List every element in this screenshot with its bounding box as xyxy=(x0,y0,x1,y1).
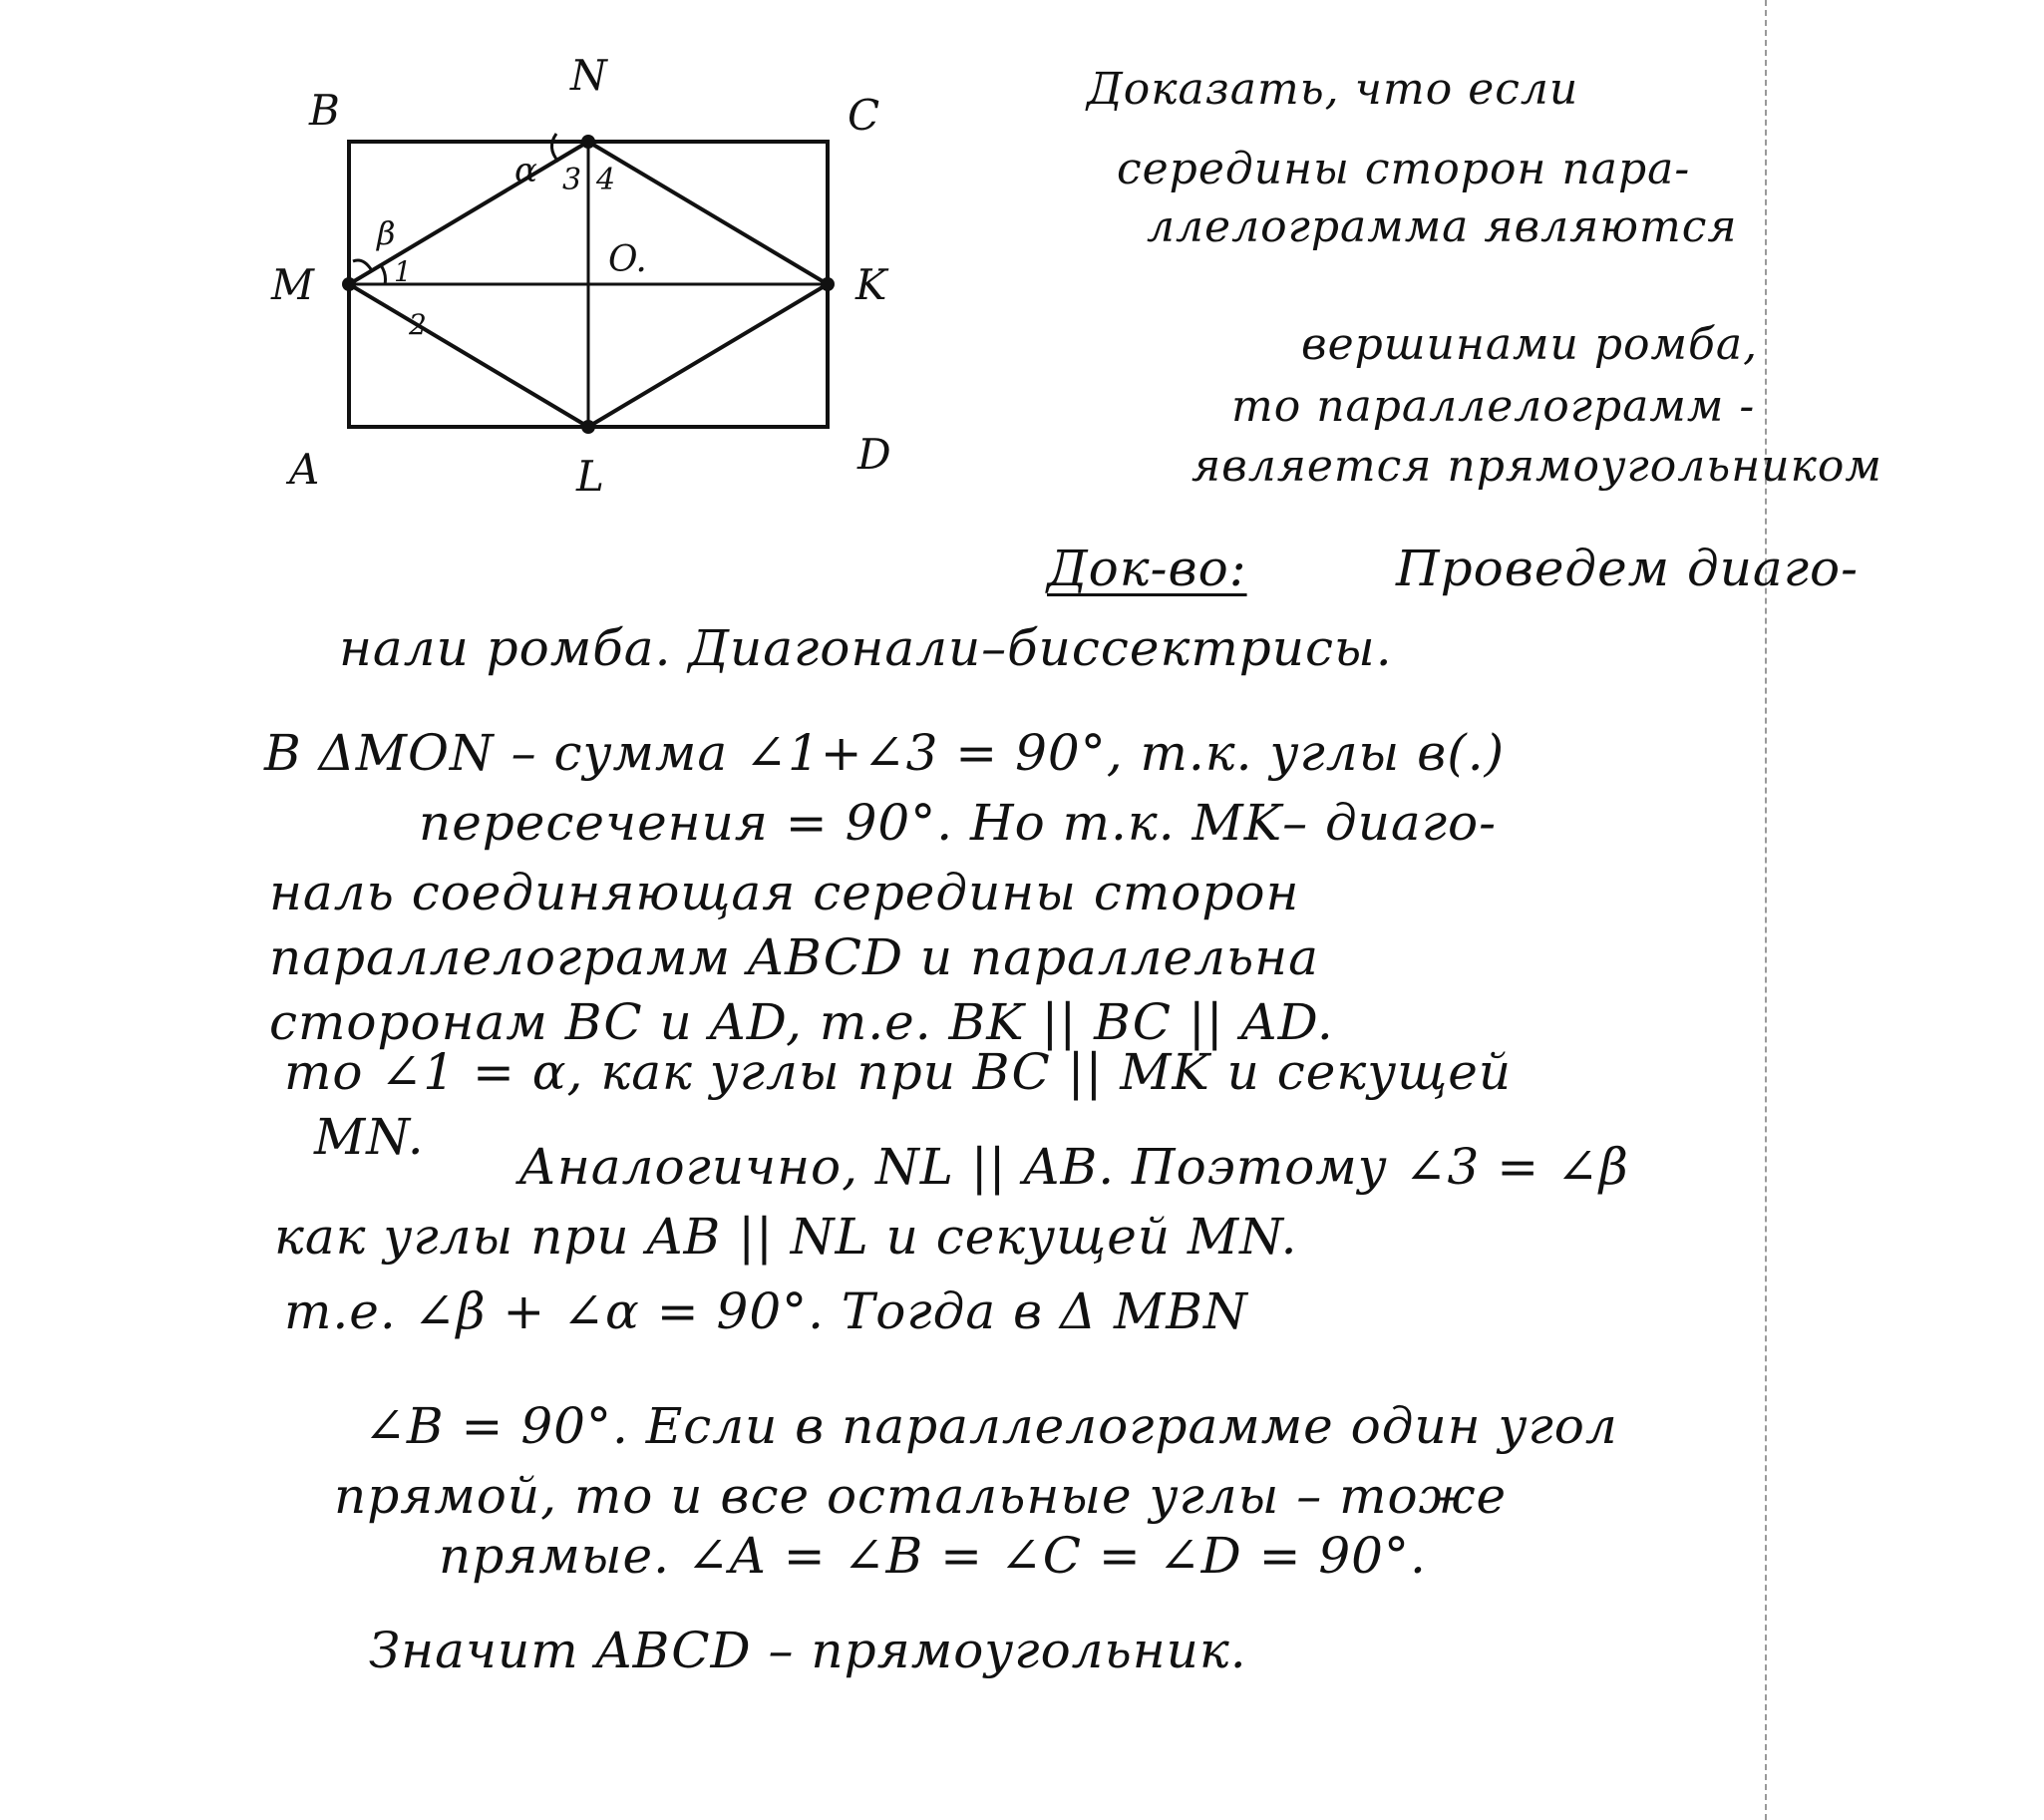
geometry-diagram xyxy=(259,30,937,509)
label-c: C xyxy=(848,91,880,140)
label-angle-3: 3 xyxy=(562,163,582,197)
page-fold-line xyxy=(1765,0,1767,1820)
statement-line-3: ллелограмма являются xyxy=(1147,201,1738,252)
statement-line-2: середины сторон пара- xyxy=(1117,144,1691,194)
proof-line-11: как углы при AB || NL и секущей MN. xyxy=(274,1208,1298,1266)
proof-line-4: пересечения = 90°. Но т.к. MK– диаго- xyxy=(419,794,1497,852)
angle-alpha-arc xyxy=(551,134,558,162)
proof-line-15: прямые. ∠A = ∠B = ∠C = ∠D = 90°. xyxy=(439,1527,1427,1585)
statement-line-4: вершинами ромба, xyxy=(1301,319,1759,370)
label-d: D xyxy=(857,430,891,479)
proof-line-13: ∠B = 90°. Если в параллелограмме один угол xyxy=(364,1397,1618,1455)
label-alpha: α xyxy=(514,151,537,190)
label-k: K xyxy=(855,260,887,309)
label-l: L xyxy=(576,452,604,501)
proof-label: Док-во: xyxy=(1047,540,1247,597)
statement-line-6: является прямоугольником xyxy=(1192,441,1882,492)
label-n: N xyxy=(570,51,607,100)
proof-line-9: MN. xyxy=(314,1108,425,1166)
proof-line-1-rest: Проведем диаго- xyxy=(1396,540,1859,597)
statement-line-5: то параллелограмм - xyxy=(1231,381,1756,432)
proof-line-3: В ΔMON – сумма ∠1+∠3 = 90°, т.к. углы в(.) xyxy=(264,724,1506,782)
label-m: M xyxy=(271,260,315,309)
proof-line-16: Значит ABCD – прямоугольник. xyxy=(369,1622,1247,1679)
point-n-dot xyxy=(581,135,595,149)
angle-1-arc xyxy=(381,265,386,284)
label-o: O. xyxy=(608,239,647,280)
proof-line-2: нали ромба. Диагонали–биссектрисы. xyxy=(339,619,1393,677)
point-l-dot xyxy=(581,420,595,434)
label-a: A xyxy=(289,445,320,494)
point-k-dot xyxy=(821,277,835,291)
proof-line-12: т.е. ∠β + ∠α = 90°. Тогда в Δ MBN xyxy=(284,1282,1248,1340)
proof-line-10: Аналогично, NL || AB. Поэтому ∠3 = ∠β xyxy=(518,1138,1629,1196)
label-b: B xyxy=(309,86,340,135)
proof-line-8: то ∠1 = α, как углы при BC || MK и секущей xyxy=(284,1043,1513,1101)
point-m-dot xyxy=(342,277,356,291)
label-beta: β xyxy=(377,214,396,252)
label-angle-2: 2 xyxy=(409,308,427,341)
proof-line-7: сторонам BC и AD, т.е. BK || BC || AD. xyxy=(269,993,1334,1051)
proof-line-14: прямой, то и все остальные углы – тоже xyxy=(334,1467,1508,1525)
angle-beta-arc xyxy=(353,260,371,269)
statement-line-1: Доказать, что если xyxy=(1087,64,1579,115)
proof-line-6: параллелограмм ABCD и параллельна xyxy=(269,928,1319,986)
label-angle-4: 4 xyxy=(596,163,616,197)
label-angle-1: 1 xyxy=(394,255,412,288)
proof-line-5: наль соединяющая середины сторон xyxy=(269,864,1300,921)
